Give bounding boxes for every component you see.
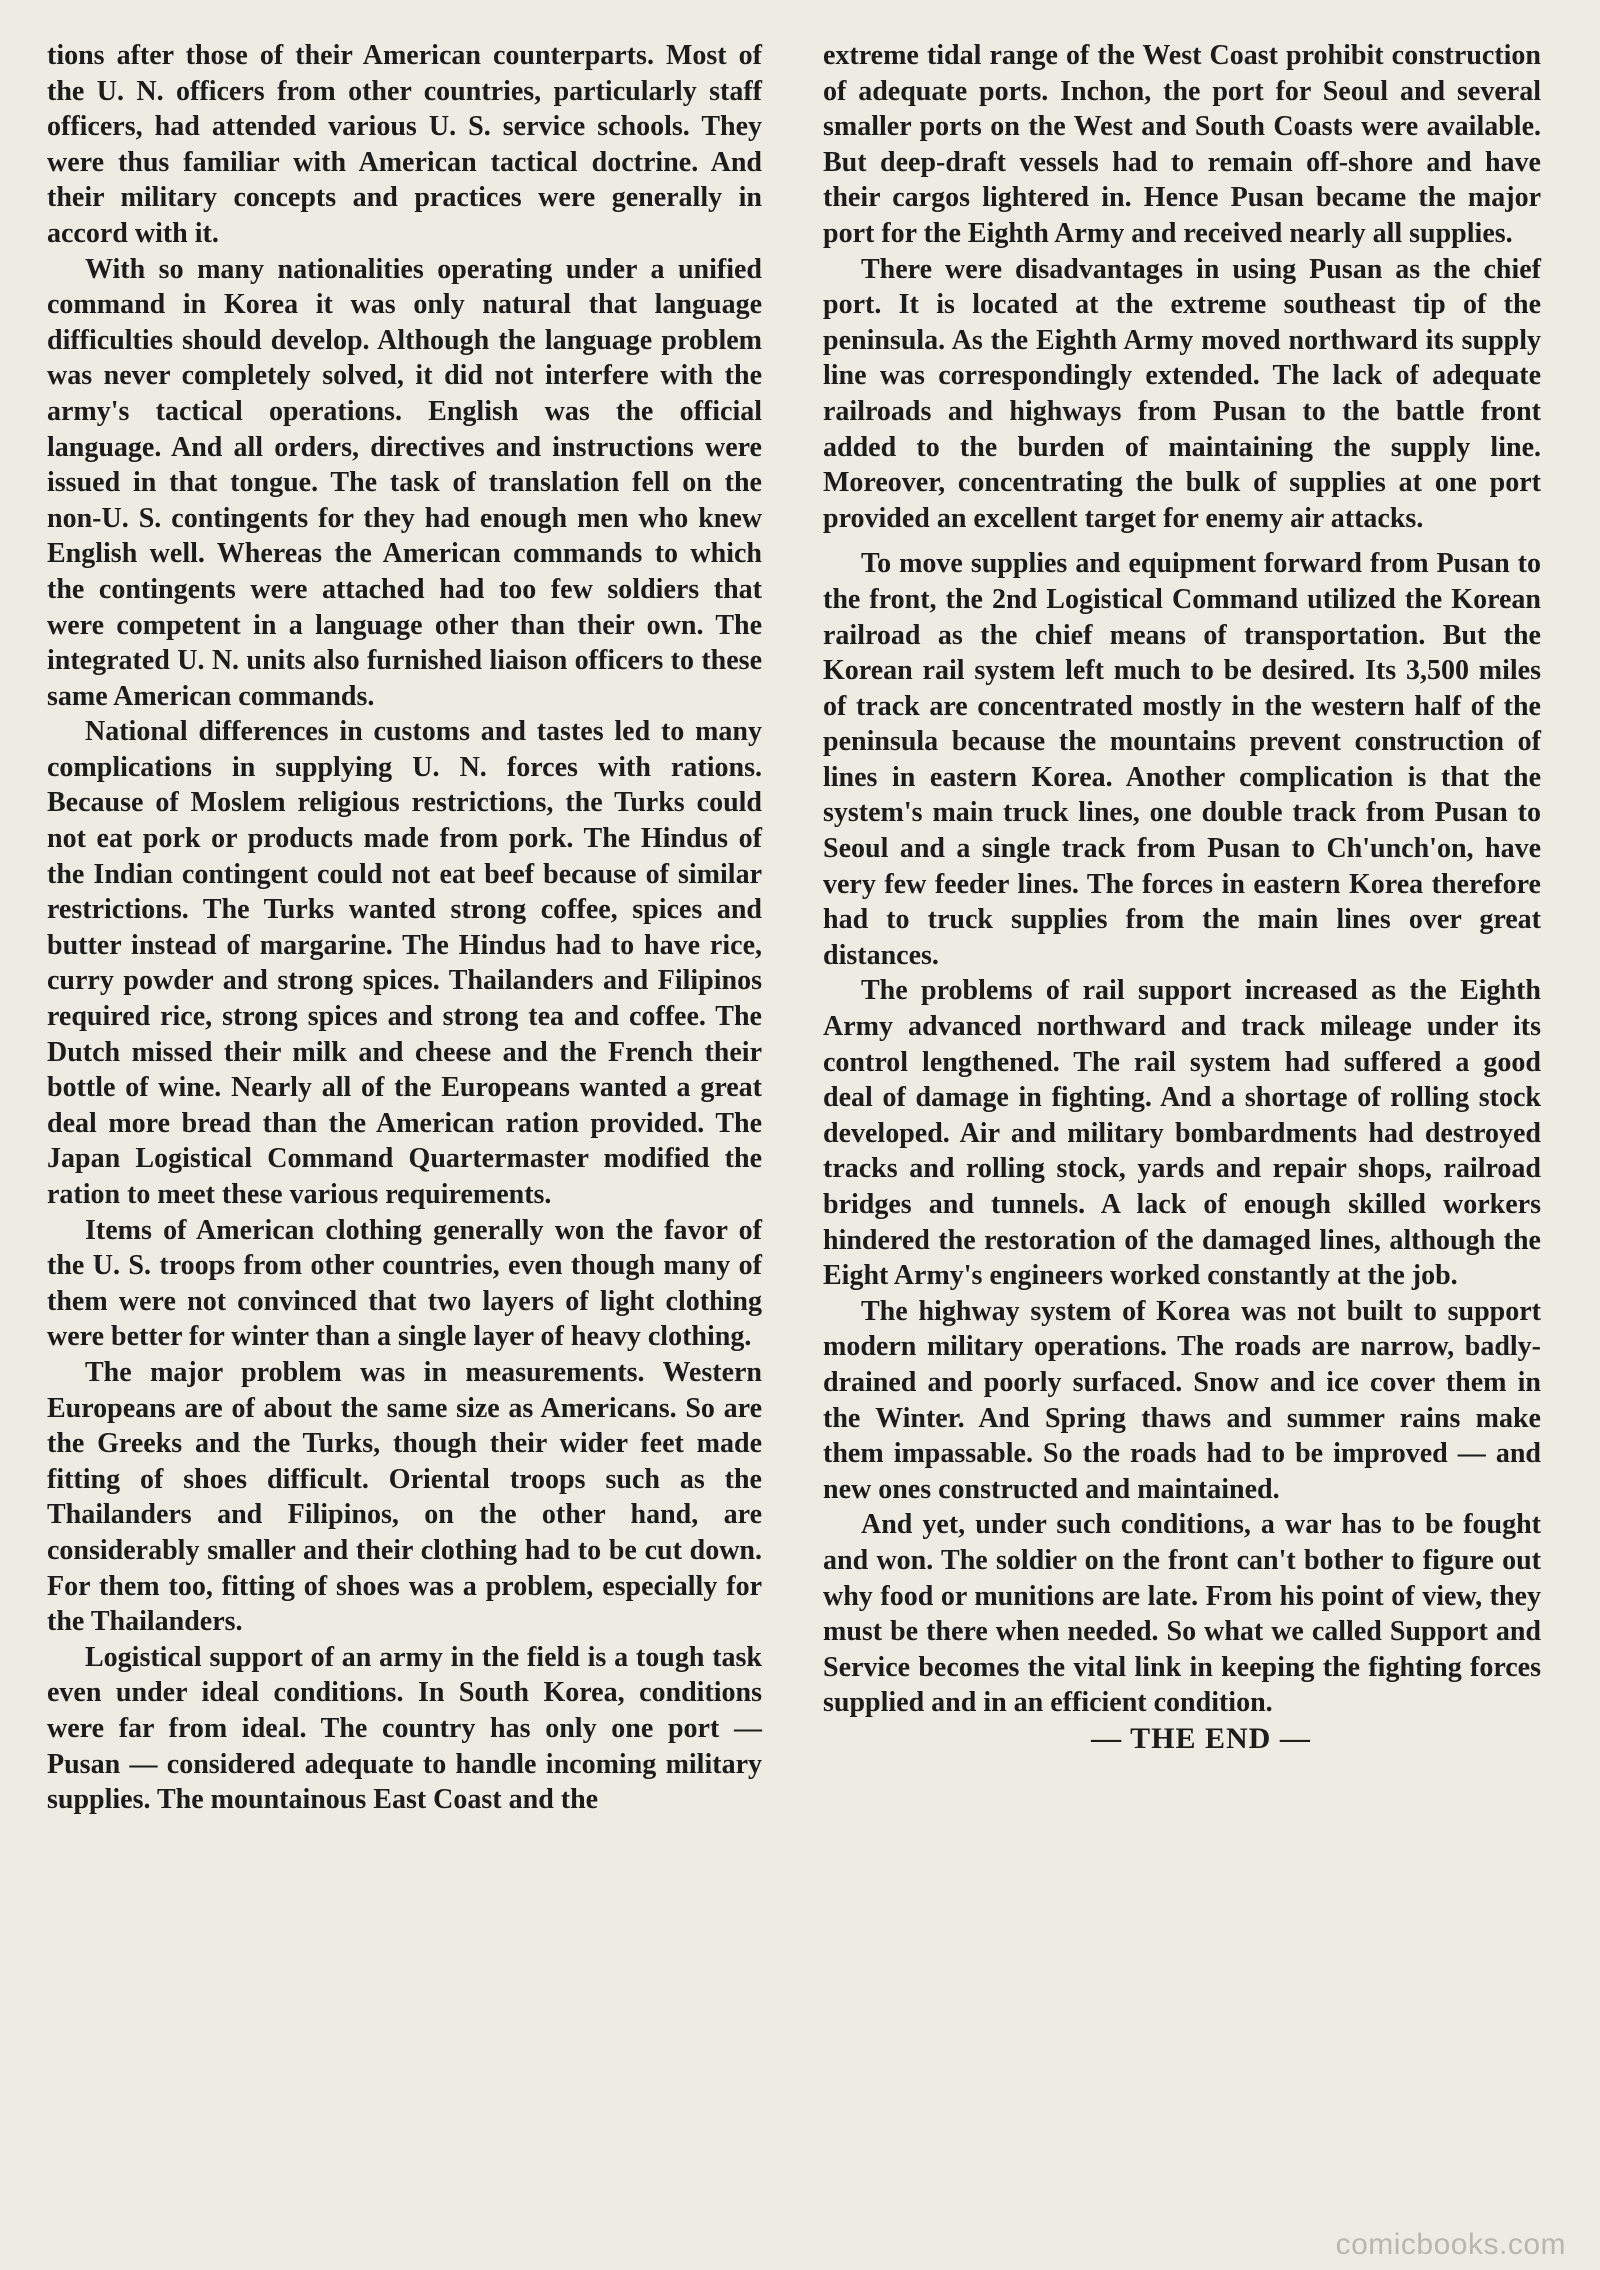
site-watermark: comicbooks.com bbox=[1335, 2228, 1566, 2261]
paragraph-logistical-support: Logistical support of an army in the field is a tough task even under ideal conditions. In South Korea, conditions were far from ideal. The country has only one port — Pusan — considered adequate to handle incoming military supplies. The mountainous East Coast and the bbox=[47, 1641, 762, 1816]
paragraph-ports: extreme tidal range of the West Coast prohibit construction of adequate ports. Inchon, the port for Seoul and several smaller ports on the West and South Coasts were available. But deep-draft vessels had to remain off-shore and have their cargos lightered in. Hence Pusan became the major port for the Eighth Army and received nearly all supplies. bbox=[823, 40, 1541, 249]
paragraph-measurements: The major problem was in measurements. Western Europeans are of about the same size as Americans. So are the Greeks and the Turks, though their wider feet made fitting of shoes difficult. Oriental troops such as the Thailanders and Filipinos, on the other hand, are considerably smaller and their clothing had to be cut down. For them too, fitting of shoes was a problem, especially for the Thailanders. bbox=[47, 1356, 762, 1638]
paragraph-clothing: Items of American clothing generally won the favor of the U. S. troops from other countries, even though many of them were not convinced that two layers of light clothing were better for winter than a single layer of heavy clothing. bbox=[47, 1214, 762, 1353]
paragraph-highways: The highway system of Korea was not built to support modern military operations. The roads are narrow, badly-drained and poorly surfaced. Snow and ice cover them in the Winter. And Spring thaws and summer rains make them impassable. So the roads had to be improved — and new ones constructed and maintained. bbox=[823, 1295, 1541, 1505]
paragraph-pusan-disadvantages: There were disadvantages in using Pusan as the chief port. It is located at the extreme southeast tip of the peninsula. As the Eighth Army moved northward its supply line was correspondingly extended. The lack of adequate railroads and highways from Pusan to the battle front added to the burden of maintaining the supply line. Moreover, concentrating the bulk of supplies at one port provided an excellent target for enemy air attacks. bbox=[823, 253, 1541, 534]
left-text-column bbox=[47, 38, 762, 1818]
paragraph-rations: National differences in customs and tastes led to many complications in supplying U. N. forces with rations. Because of Moslem religious restrictions, the Turks could not eat pork or products made from pork. The Hindus of the Indian contingent could not eat beef because of similar restrictions. The Turks wanted strong coffee, spices and butter instead of margarine. The Hindus had to have rice, curry powder and strong spices. Thailanders and Filipinos required rice, strong spices and strong tea and coffee. The Dutch missed their milk and cheese and the French their bottle of wine. Nearly all of the Europeans wanted a great deal more bread than the American ration provided. The Japan Logistical Command Quartermaster modified the ration to meet these various requirements. bbox=[47, 716, 762, 1210]
paragraph-railroad: To move supplies and equipment forward from Pusan to the front, the 2nd Logistical Command utilized the Korean railroad as the chief means of transportation. But the Korean rail system left much to be desired. Its 3,500 miles of track are concentrated mostly in the western half of the peninsula because the mountains prevent construction of lines in eastern Korea. Another complication is that the system's main truck lines, one double track from Pusan to Seoul and a single track from Pusan to Ch'unch'on, have very few feeder lines. The forces in eastern Korea therefore had to truck supplies from the main lines over great distances. bbox=[823, 548, 1541, 971]
paragraph-language-difficulties: With so many nationalities operating under a unified command in Korea it was only natural that language difficulties should develop. Although the language problem was never completely solved, it did not interfere with the army's tactical operations. English was the official language. And all orders, directives and instructions were issued in that tongue. The task of translation fell on the non-U. S. contingents for they had enough men who knew English well. Whereas the American commands to which the contingents were attached had too few soldiers that were competent in a language other than their own. The integrated U. N. units also furnished liaison officers to these same American commands. bbox=[47, 253, 762, 712]
paragraph-conclusion: And yet, under such conditions, a war has to be fought and won. The soldier on the front can't bother to figure out why food or munitions are late. From his point of view, they must be there when needed. So what we called Support and Service becomes the vital link in keeping the fighting forces supplied and in an efficient condition. bbox=[823, 1509, 1541, 1719]
the-end-marker: — THE END — bbox=[1091, 1721, 1311, 1755]
paragraph-continued-from-previous-page: tions after those of their American counterparts. Most of the U. N. officers from other countries, particularly staff officers, had attended various U. S. service schools. They were thus familiar with American tactical doctrine. And their military concepts and practices were generally in accord with it. bbox=[47, 40, 762, 249]
paragraph-rail-problems: The problems of rail support increased as the Eighth Army advanced northward and track mileage under its control lengthened. The rail system had suffered a good deal of damage in fighting. And a shortage of rolling stock developed. Air and military bombardments had destroyed tracks and rolling stock, yards and repair shops, railroad bridges and tunnels. A lack of enough skilled workers hindered the restoration of the damaged lines, although the Eight Army's engineers worked constantly at the job. bbox=[823, 975, 1541, 1292]
right-text-column bbox=[823, 38, 1541, 1757]
